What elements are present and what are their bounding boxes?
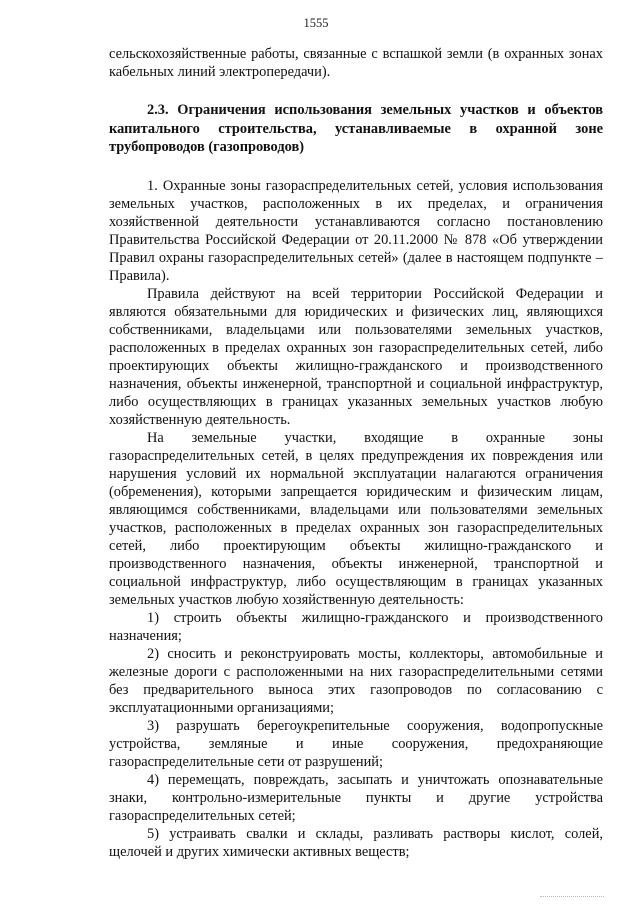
paragraph-3: На земельные участки, входящие в охранные зоны газораспределительных сетей, в целях предупреждения их повреждения или нарушения условий их нормальной эксплуатации налагаются ограничения (обременения), которыми запрещается юридическим и физическим лицам, являющимся собственниками, владельцами или пользователями земельных участков, расположенных в пределах охранных зон газораспределительных сетей, либо проектирующим объекты жилищно-гражданского и производственного назначения, объекты инженерной, транспортной и социальной инфраструктур, либо осуществляющим в границах указанных земельных участков любую хозяйственную деятельность: [109,429,603,608]
list-item-3: 3) разрушать берегоукрепительные сооружения, водопропускные устройства, земляные и иные сооружения, предохраняющие газораспределительные сети от разрушений; [109,717,603,770]
page-number: 1555 [303,16,329,30]
document-body [109,45,603,861]
intro-paragraph: сельскохозяйственные работы, связанные с вспашкой земли (в охранных зонах кабельных линий электропередачи). [109,46,603,80]
scan-artifact [540,890,604,897]
paragraph-1: 1. Охранные зоны газораспределительных сетей, условия использования земельных участков, расположенных в их пределах, и ограничения хозяйственной деятельности устанавливаются согласно постановлению Правительства Российской Федерации от 20.11.2000 № 878 «Об утверждении Правил охраны газораспределительных сетей» (далее в настоящем подпункте – Правила). [109,177,603,284]
list-item-5: 5) устраивать свалки и склады, разливать растворы кислот, солей, щелочей и других химически активных веществ; [109,825,603,860]
list-item-4: 4) перемещать, повреждать, засыпать и уничтожать опознавательные знаки, контрольно-измерительные пункты и другие устройства газораспределительных сетей; [109,771,603,824]
list-item-2: 2) сносить и реконструировать мосты, коллекторы, автомобильные и железные дороги с расположенными на них газораспределительными сетями без предварительного выноса этих газопроводов по согласованию с эксплуатационными организациями; [109,645,603,716]
list-item-1: 1) строить объекты жилищно-гражданского и производственного назначения; [109,609,603,644]
paragraph-2: Правила действуют на всей территории Российской Федерации и являются обязательными для юридических и физических лиц, являющихся собственниками, владельцами или пользователями земельных участков, расположенных в пределах охранных зон газораспределительных сетей, либо проектирующих объекты жилищно-гражданского и производственного назначения, объекты инженерной, транспортной и социальной инфраструктур, либо осуществляющих в границах указанных земельных участков любую хозяйственную деятельность. [109,285,603,428]
section-heading: 2.3. Ограничения использования земельных участков и объектов капитального строительства, устанавливаемые в охранной зоне трубопроводов (газопроводов) [109,102,603,156]
